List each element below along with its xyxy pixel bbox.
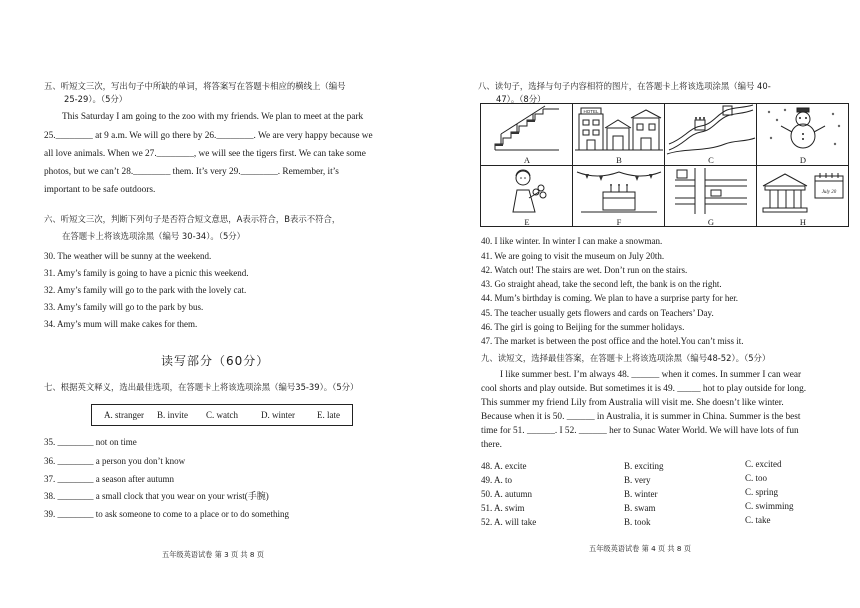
- picture-f-party: [573, 166, 665, 228]
- sentence-item: 46. The girl is going to Beijing for the summer holidays.: [481, 322, 685, 332]
- passage-line: Because when it is 50. ______ in Australia, it is summer in China. Summer is the best: [481, 412, 801, 422]
- section-9-title: 九、读短文，选择最佳答案，在答题卡上将该选项涂黑（编号48-52）。（5分）: [481, 353, 771, 363]
- passage-line: all love animals. When we 27.________, we will see the tigers first. We can take some: [44, 149, 366, 159]
- sentence-item: 45. The teacher usually gets flowers and cards on Teachers’ Day.: [481, 308, 714, 318]
- choice-option: C. take: [745, 515, 771, 525]
- choice-option: B. winter: [624, 489, 658, 499]
- picture-c-great-wall: [665, 104, 757, 166]
- choice-option: 49. A. to: [481, 475, 513, 485]
- section-7-title: 七、根据英文释义，选出最佳选项，在答题卡上将该选项涂黑（编号35-39）。（5分）: [44, 382, 359, 392]
- choice-option: B. very: [624, 475, 651, 485]
- section-5-title: 五、听短文三次，写出句子中所缺的单词，将答案写在答题卡相应的横线上（编号: [44, 81, 346, 91]
- picture-label: C: [708, 155, 714, 165]
- picture-h-museum: [757, 166, 849, 228]
- definition-item: 38. ________ a small clock that you wear on your wrist(手腕): [44, 491, 269, 501]
- picture-g-map: [665, 166, 757, 228]
- passage-line: cool shorts and play outside. But sometimes it is 49. _____ hot to play outside for long.: [481, 384, 807, 394]
- choice-option: 51. A. swim: [481, 503, 525, 513]
- passage-line: there.: [481, 440, 502, 450]
- word-option: B. invite: [157, 410, 188, 420]
- picture-b-street: [573, 104, 665, 166]
- choice-option: C. spring: [745, 487, 779, 497]
- sentence-item: 41. We are going to visit the museum on July 20th.: [481, 251, 665, 261]
- calendar-text: July 20: [821, 190, 837, 195]
- sentence-item: 42. Watch out! The stairs are wet. Don’t run on the stairs.: [481, 265, 688, 275]
- definition-item: 39. ________ to ask someone to come to a place or to do something: [44, 509, 289, 519]
- choice-option: C. excited: [745, 459, 782, 469]
- word-option: A. stranger: [104, 410, 144, 420]
- choice-option: B. took: [624, 517, 651, 527]
- choice-option: C. swimming: [745, 501, 794, 511]
- picture-a-stairs: [481, 104, 573, 166]
- choice-option: B. swam: [624, 503, 656, 513]
- sentence-item: 40. I like winter. In winter I can make a snowman.: [481, 236, 663, 246]
- picture-e-flowers: [481, 166, 573, 228]
- passage-line: photos, but we can’t 28.________ them. It’s very 29.________. Remember, it’s: [44, 167, 339, 177]
- picture-label: G: [707, 217, 715, 227]
- definition-item: 36. ________ a person you don’t know: [44, 456, 186, 466]
- statement-item: 32. Amy’s family will go to the park with the lovely cat.: [44, 285, 247, 295]
- word-option: D. winter: [261, 410, 295, 420]
- section-5-title-cont: 25-29）。（5分）: [64, 94, 128, 104]
- section-8-title: 八、读句子，选择与句子内容相符的图片，在答题卡上将该选项涂黑（编号 40-: [478, 81, 771, 91]
- section-8-title-cont: 47）。（8分）: [496, 94, 546, 104]
- passage-line: This Saturday I am going to the zoo with my friends. We plan to meet at the park: [62, 112, 364, 122]
- sentence-item: 44. Mum’s birthday is coming. We plan to have a surprise party for her.: [481, 293, 739, 303]
- picture-d-snowman: [757, 104, 849, 166]
- choice-option: 52. A. will take: [481, 517, 537, 527]
- statement-item: 31. Amy’s family is going to have a picnic this weekend.: [44, 268, 249, 278]
- passage-line: I like summer best. I’m always 48. ______ when it comes. In summer I can wear: [500, 370, 802, 380]
- picture-label: B: [616, 155, 622, 165]
- word-option: C. watch: [206, 410, 238, 420]
- definition-item: 35. ________ not on time: [44, 437, 137, 447]
- passage-line: This summer my friend Lily from Australia will visit me. She doesn’t like winter.: [481, 398, 784, 408]
- statement-item: 33. Amy’s family will go to the park by bus.: [44, 302, 204, 312]
- choice-option: B. exciting: [624, 461, 664, 471]
- choice-option: C. too: [745, 473, 768, 483]
- picture-label: E: [524, 217, 530, 227]
- passage-line: important to be safe outdoors.: [44, 185, 156, 195]
- passage-line: time for 51. ______. I 52. ______ her to Sunac Water World. We will have lots of fun: [481, 426, 799, 436]
- page-footer: 五年级英语试卷 第 3 页 共 8 页: [162, 550, 264, 559]
- picture-label: D: [799, 155, 807, 165]
- statement-item: 34. Amy’s mum will make cakes for them.: [44, 319, 198, 329]
- picture-label: H: [799, 217, 807, 227]
- hotel-sign-text: HOTEL: [583, 109, 599, 114]
- definition-item: 37. ________ a season after autumn: [44, 474, 174, 484]
- right-page: [430, 0, 860, 608]
- sentence-item: 43. Go straight ahead, take the second left, the bank is on the right.: [481, 279, 722, 289]
- part-heading: 读写部分（60分）: [161, 354, 270, 368]
- picture-label: F: [616, 217, 622, 227]
- picture-label: A: [523, 155, 531, 165]
- section-6-title: 六、听短文三次，判断下列句子是否符合短文意思，A表示符合，B表示不符合，: [44, 214, 341, 224]
- passage-line: 25.________ at 9 a.m. We will go there by 26.________. We are very happy because we: [44, 131, 373, 141]
- word-option: E. late: [317, 410, 340, 420]
- choice-option: 48. A. excite: [481, 461, 527, 471]
- statement-item: 30. The weather will be sunny at the weekend.: [44, 251, 212, 261]
- page-footer: 五年级英语试卷 第 4 页 共 8 页: [589, 544, 691, 553]
- picture-grid: [480, 103, 849, 227]
- word-bank-box: [91, 404, 353, 426]
- section-6-title-cont: 在答题卡上将该选项涂黑（编号 30-34）。（5分）: [62, 231, 246, 241]
- choice-option: 50. A. autumn: [481, 489, 532, 499]
- sentence-item: 47. The market is between the post office and the hotel.You can’t miss it.: [481, 336, 744, 346]
